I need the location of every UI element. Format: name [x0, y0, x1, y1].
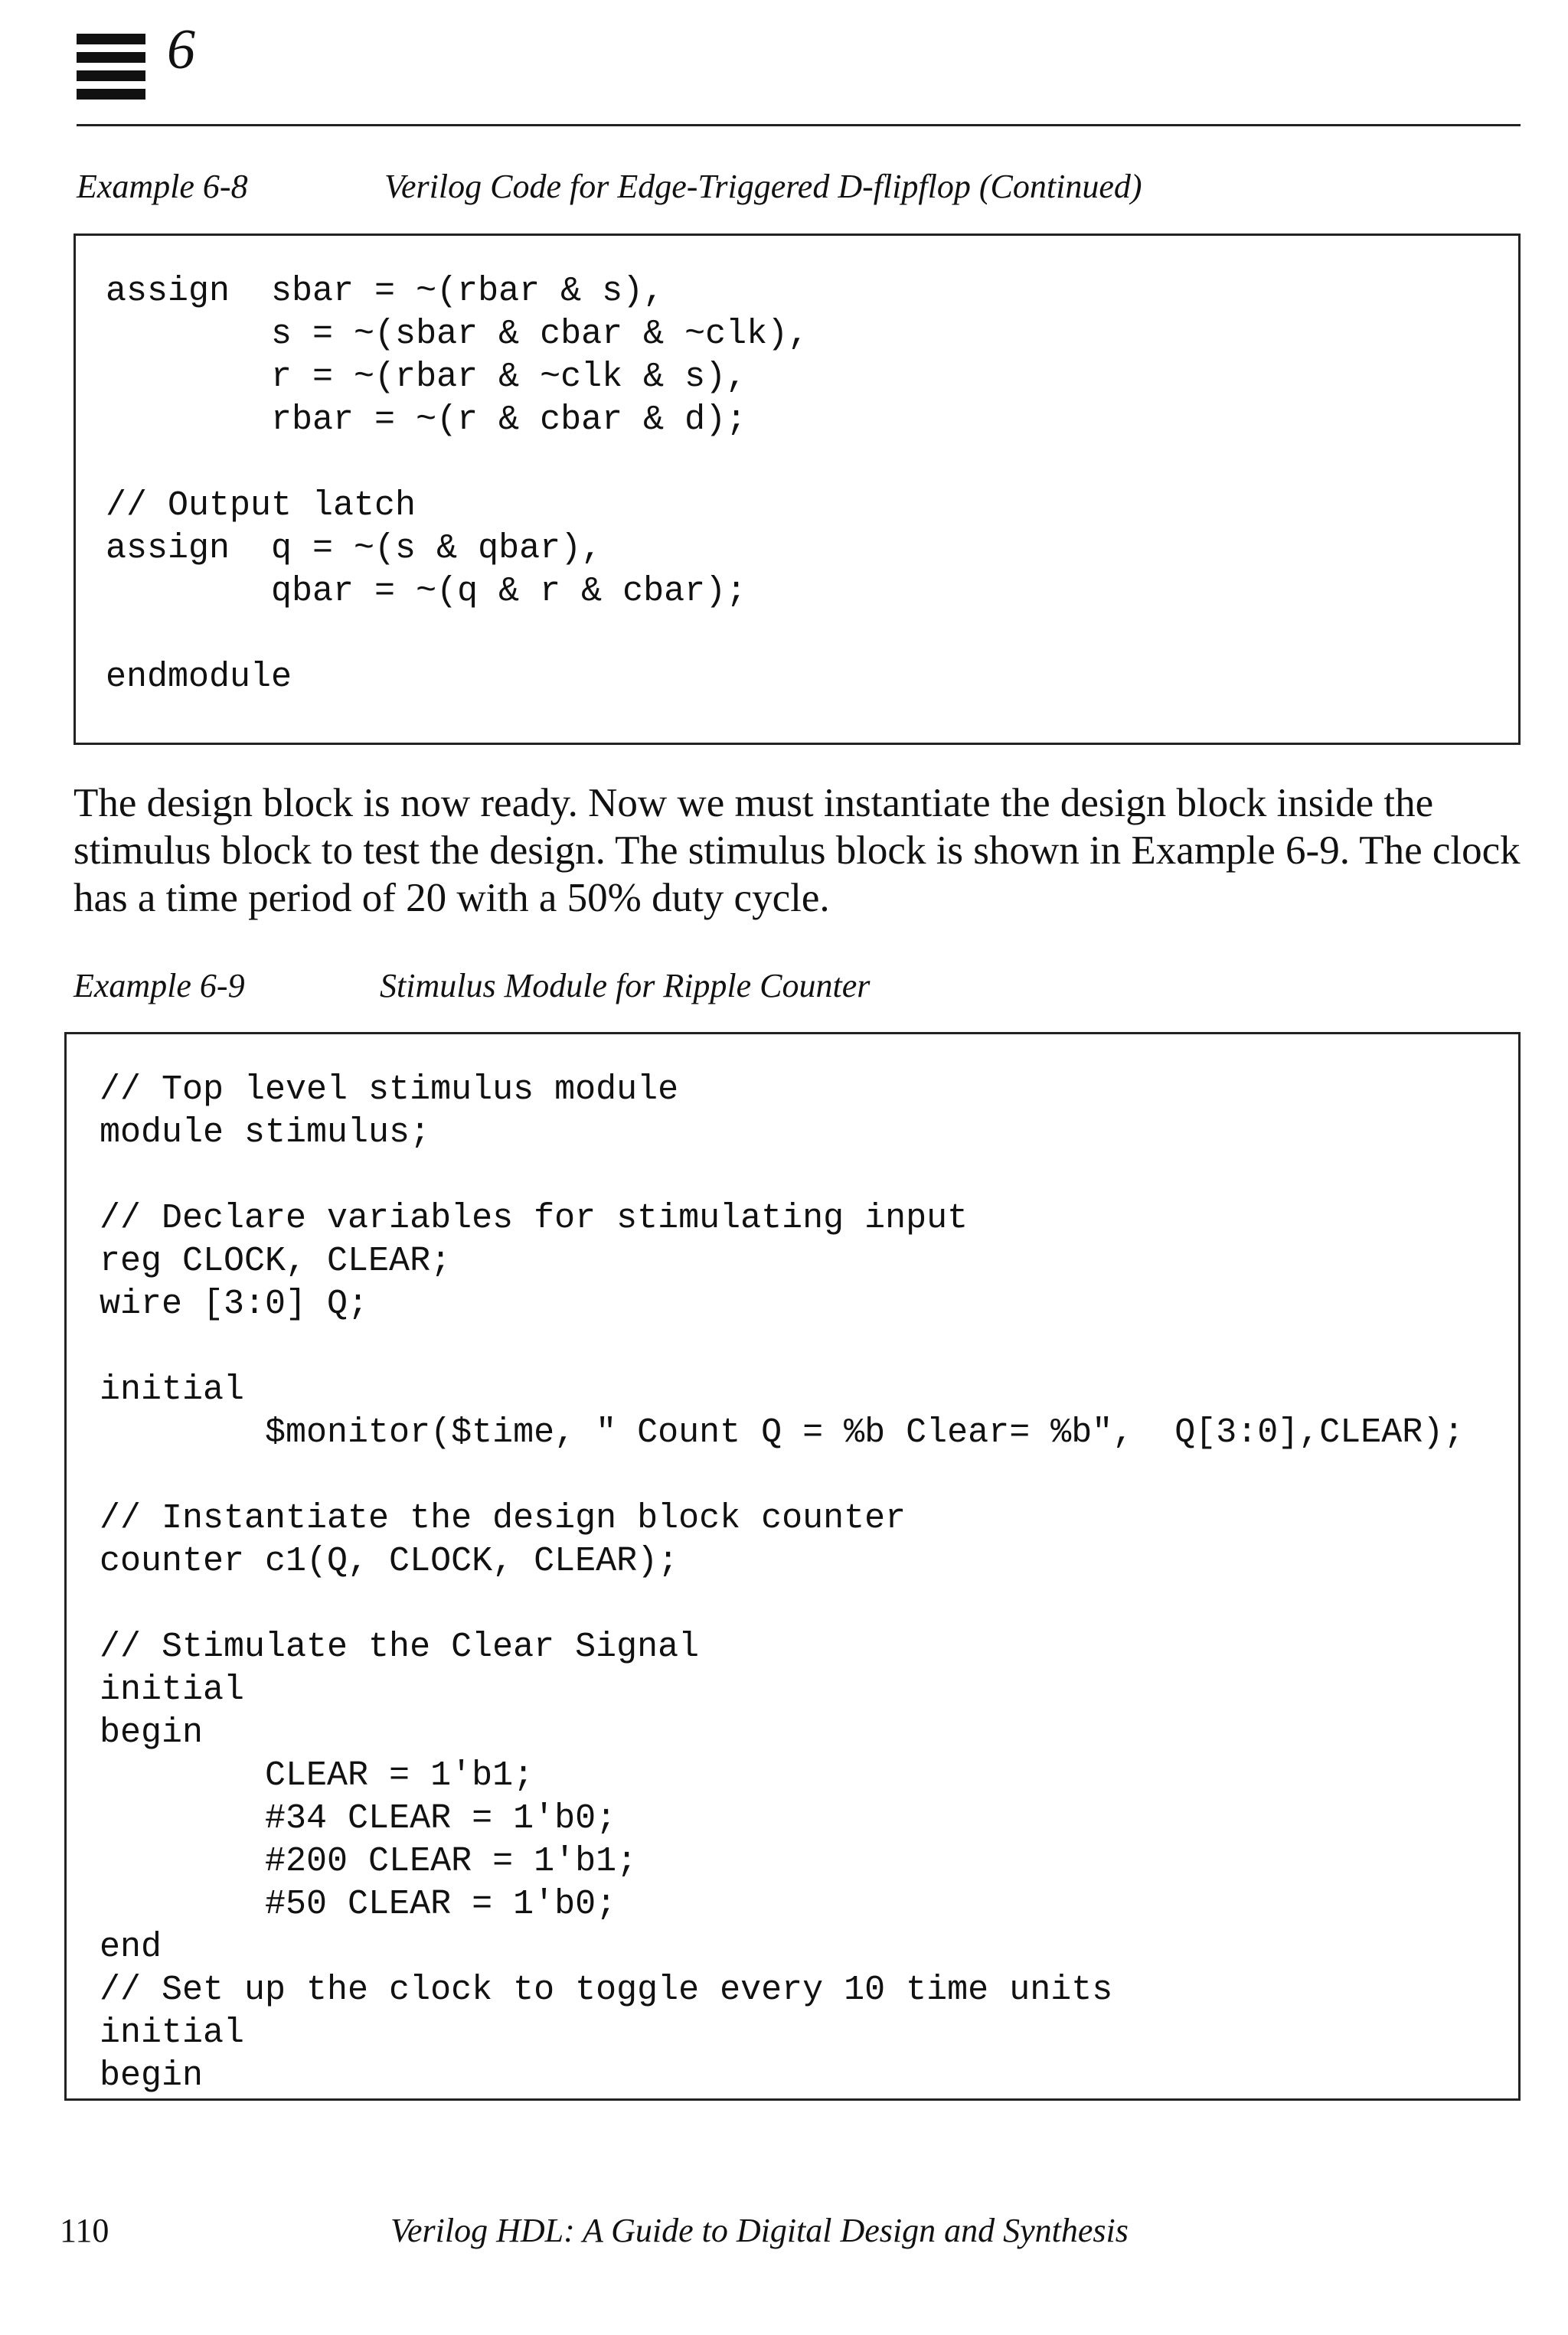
body-paragraph: The design block is now ready. Now we must instantiate the design block inside the stimulus block to test the design. The stimulus block is shown in Example 6-9. The clock has a time period of 20 with a 50% duty cycle.: [74, 781, 1521, 920]
chapter-bars-icon: [77, 31, 145, 100]
example-6-8-label: Example 6-8: [77, 168, 248, 205]
book-title: Verilog HDL: A Guide to Digital Design and Synthesis: [390, 2212, 1129, 2249]
chapter-number: 6: [167, 18, 195, 81]
example-6-8-title: Verilog Code for Edge-Triggered D-flipflop (Continued): [384, 168, 1142, 205]
example-6-8-code: assign sbar = ~(rbar & s), s = ~(sbar & cbar & ~clk), r = ~(rbar & ~clk & s), rbar = ~(r & cbar & d); // Output latch assign q = ~(s & qbar), qbar = ~(q & r & cbar); endmodule: [106, 272, 809, 697]
header-divider: [77, 124, 1521, 126]
example-6-9-label: Example 6-9: [74, 967, 245, 1004]
example-6-9-title: Stimulus Module for Ripple Counter: [380, 967, 871, 1004]
example-6-9-code: // Top level stimulus module module stimulus; // Declare variables for stimulating input reg CLOCK, CLEAR; wire [3:0] Q; initial $monitor($time, " Count Q = %b Clear= %b", Q[3:0],CLEAR); // Instantiate the design block counter counter c1(Q, CLOCK, CLEAR); // Stimulate the Clear Signal initial begin CLEAR = 1'b1; #34 CLEAR = 1'b0; #200 CLEAR = 1'b1; #50 CLEAR = 1'b0; end // Set up the clock to toggle every 10 time units initial begin: [100, 1070, 1465, 2095]
page-number: 110: [60, 2212, 109, 2249]
